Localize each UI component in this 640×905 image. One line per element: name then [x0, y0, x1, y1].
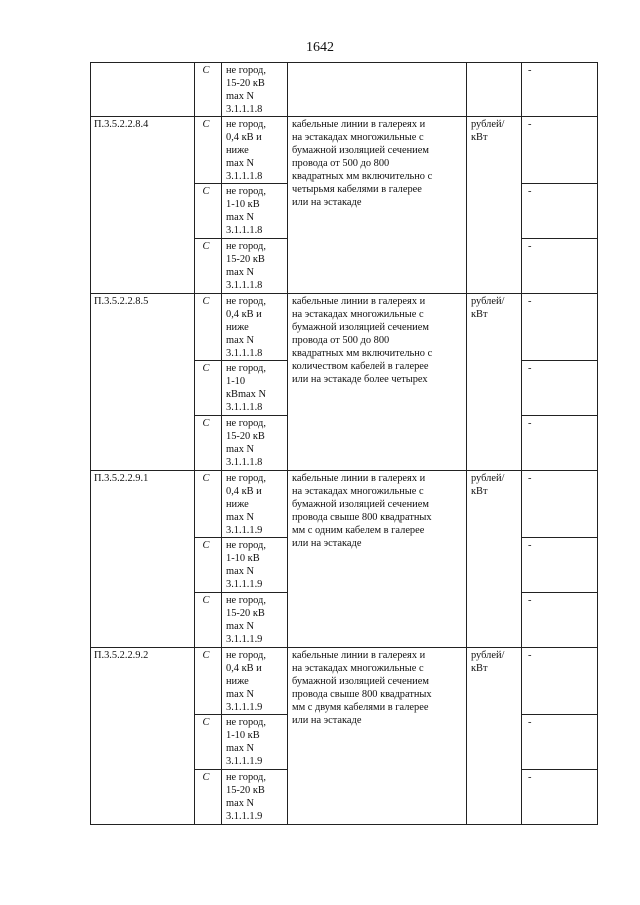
voltage-condition [222, 294, 288, 361]
text-line: не город, [226, 473, 266, 484]
text-line: 3.1.1.1.9 [226, 702, 263, 713]
category-letter: С [195, 471, 222, 538]
text-line: 3.1.1.1.9 [226, 525, 263, 536]
text-line: провода свыше 800 квадратных [292, 512, 432, 523]
text-line: max N [226, 512, 254, 523]
text-line: бумажной изоляцией сечением [292, 322, 429, 333]
text-line: max N [226, 444, 254, 455]
rate-value: - [522, 471, 598, 538]
table-row [91, 63, 598, 117]
line-description [288, 63, 467, 117]
text-line: или на эстакаде [292, 538, 362, 549]
category-letter: С [195, 63, 222, 117]
voltage-condition [222, 715, 288, 770]
text-line: не город, [226, 772, 266, 783]
text-line: количеством кабелей в галерее [292, 361, 429, 372]
text-line: max N [226, 267, 254, 278]
text-line: кабельные линии в галереях и [292, 473, 426, 484]
text-line: кВmax N [226, 389, 266, 400]
rate-value: - [522, 361, 598, 416]
text-line: бумажной изоляцией сечением [292, 676, 429, 687]
text-line: 3.1.1.1.8 [226, 225, 263, 236]
text-line: 1-10 кВ [226, 730, 260, 741]
voltage-condition [222, 648, 288, 715]
table-row [91, 471, 598, 538]
category-letter: С [195, 715, 222, 770]
text-line: 1-10 кВ [226, 553, 260, 564]
line-description [288, 471, 467, 648]
text-line: не город, [226, 363, 266, 374]
text-line: провода от 500 до 800 [292, 335, 390, 346]
text-line: не город, [226, 650, 266, 661]
text-line: или на эстакаде более четырех [292, 374, 428, 385]
unit-of-measure [467, 117, 522, 294]
item-code: П.3.5.2.2.9.2 [94, 650, 149, 661]
text-line: кабельные линии в галереях и [292, 296, 426, 307]
text-line: кабельные линии в галереях и [292, 119, 426, 130]
text-line: max N [226, 621, 254, 632]
text-line: на эстакадах многожильные с [292, 663, 424, 674]
item-code-cell [91, 648, 195, 825]
rate-value: - [522, 648, 598, 715]
category-letter: С [195, 770, 222, 825]
rate-value: - [522, 294, 598, 361]
text-line: не город, [226, 717, 266, 728]
text-line: не город, [226, 186, 266, 197]
text-line: ниже [226, 322, 249, 333]
text-line: 15-20 кВ [226, 78, 265, 89]
text-line: 3.1.1.1.9 [226, 756, 263, 767]
text-line: 15-20 кВ [226, 254, 265, 265]
text-line: max N [226, 743, 254, 754]
text-line: 3.1.1.1.8 [226, 457, 263, 468]
text-line: 15-20 кВ [226, 608, 265, 619]
text-line: 3.1.1.1.9 [226, 634, 263, 645]
text-line: не город, [226, 418, 266, 429]
text-line: не город, [226, 540, 266, 551]
rate-value: - [522, 715, 598, 770]
text-line: провода от 500 до 800 [292, 158, 390, 169]
item-code-cell [91, 63, 195, 117]
voltage-condition [222, 184, 288, 239]
voltage-condition [222, 117, 288, 184]
rate-value: - [522, 63, 598, 117]
voltage-condition [222, 361, 288, 416]
table-row [91, 648, 598, 715]
text-line: не город, [226, 595, 266, 606]
text-line: рублей/ [471, 296, 505, 307]
category-letter: С [195, 416, 222, 471]
text-line: на эстакадах многожильные с [292, 132, 424, 143]
text-line: 3.1.1.1.9 [226, 811, 263, 822]
unit-of-measure [467, 648, 522, 825]
category-letter: С [195, 117, 222, 184]
text-line: квадратных мм включительно с [292, 171, 433, 182]
item-code: П.3.5.2.2.8.4 [94, 119, 149, 130]
text-line: квадратных мм включительно с [292, 348, 433, 359]
text-line: 0,4 кВ и [226, 309, 262, 320]
text-line: ниже [226, 499, 249, 510]
text-line: 1-10 кВ [226, 199, 260, 210]
text-line: ниже [226, 676, 249, 687]
rate-value: - [522, 239, 598, 294]
text-line: 0,4 кВ и [226, 132, 262, 143]
text-line: 3.1.1.1.9 [226, 579, 263, 590]
category-letter: С [195, 648, 222, 715]
text-line: рублей/ [471, 650, 505, 661]
text-line: max N [226, 91, 254, 102]
text-line: 3.1.1.1.8 [226, 402, 263, 413]
category-letter: С [195, 538, 222, 593]
text-line: на эстакадах многожильные с [292, 309, 424, 320]
text-line: на эстакадах многожильные с [292, 486, 424, 497]
text-line: max N [226, 335, 254, 346]
text-line: ниже [226, 145, 249, 156]
rate-value: - [522, 593, 598, 648]
text-line: 0,4 кВ и [226, 663, 262, 674]
text-line: max N [226, 566, 254, 577]
text-line: не город, [226, 296, 266, 307]
text-line: четырьмя кабелями в галерее [292, 184, 422, 195]
line-description [288, 648, 467, 825]
text-line: не город, [226, 241, 266, 252]
text-line: 3.1.1.1.8 [226, 280, 263, 291]
text-line: или на эстакаде [292, 197, 362, 208]
rate-value: - [522, 538, 598, 593]
text-line: кВт [471, 132, 488, 143]
text-line: max N [226, 689, 254, 700]
item-code-cell [91, 471, 195, 648]
text-line: не город, [226, 65, 266, 76]
text-line: 15-20 кВ [226, 431, 265, 442]
text-line: бумажной изоляцией сечением [292, 499, 429, 510]
text-line: 1-10 [226, 376, 246, 387]
text-line: не город, [226, 119, 266, 130]
rate-value: - [522, 416, 598, 471]
line-description [288, 294, 467, 471]
text-line: 3.1.1.1.8 [226, 171, 263, 182]
text-line: мм с одним кабелем в галерее [292, 525, 425, 536]
item-code: П.3.5.2.2.9.1 [94, 473, 149, 484]
voltage-condition [222, 416, 288, 471]
voltage-condition [222, 63, 288, 117]
unit-of-measure [467, 294, 522, 471]
tariff-table-body [91, 63, 598, 825]
voltage-condition [222, 471, 288, 538]
voltage-condition [222, 593, 288, 648]
text-line: 3.1.1.1.8 [226, 104, 263, 115]
category-letter: С [195, 184, 222, 239]
text-line: кВт [471, 486, 488, 497]
page-number: 1642 [306, 40, 334, 55]
item-code: П.3.5.2.2.8.5 [94, 296, 149, 307]
text-line: 0,4 кВ и [226, 486, 262, 497]
table-row [91, 117, 598, 184]
table-row [91, 294, 598, 361]
voltage-condition [222, 770, 288, 825]
text-line: max N [226, 158, 254, 169]
category-letter: С [195, 239, 222, 294]
text-line: или на эстакаде [292, 715, 362, 726]
rate-value: - [522, 770, 598, 825]
voltage-condition [222, 239, 288, 294]
text-line: max N [226, 798, 254, 809]
category-letter: С [195, 361, 222, 416]
rate-value: - [522, 184, 598, 239]
unit-of-measure [467, 63, 522, 117]
text-line: рублей/ [471, 119, 505, 130]
text-line: кВт [471, 309, 488, 320]
voltage-condition [222, 538, 288, 593]
text-line: max N [226, 212, 254, 223]
text-line: провода свыше 800 квадратных [292, 689, 432, 700]
item-code-cell [91, 294, 195, 471]
text-line: бумажной изоляцией сечением [292, 145, 429, 156]
text-line: 15-20 кВ [226, 785, 265, 796]
line-description [288, 117, 467, 294]
text-line: кВт [471, 663, 488, 674]
rate-value: - [522, 117, 598, 184]
unit-of-measure [467, 471, 522, 648]
item-code-cell [91, 117, 195, 294]
tariff-table [90, 62, 598, 825]
text-line: рублей/ [471, 473, 505, 484]
text-line: 3.1.1.1.8 [226, 348, 263, 359]
category-letter: С [195, 294, 222, 361]
text-line: мм с двумя кабелями в галерее [292, 702, 429, 713]
text-line: кабельные линии в галереях и [292, 650, 426, 661]
category-letter: С [195, 593, 222, 648]
